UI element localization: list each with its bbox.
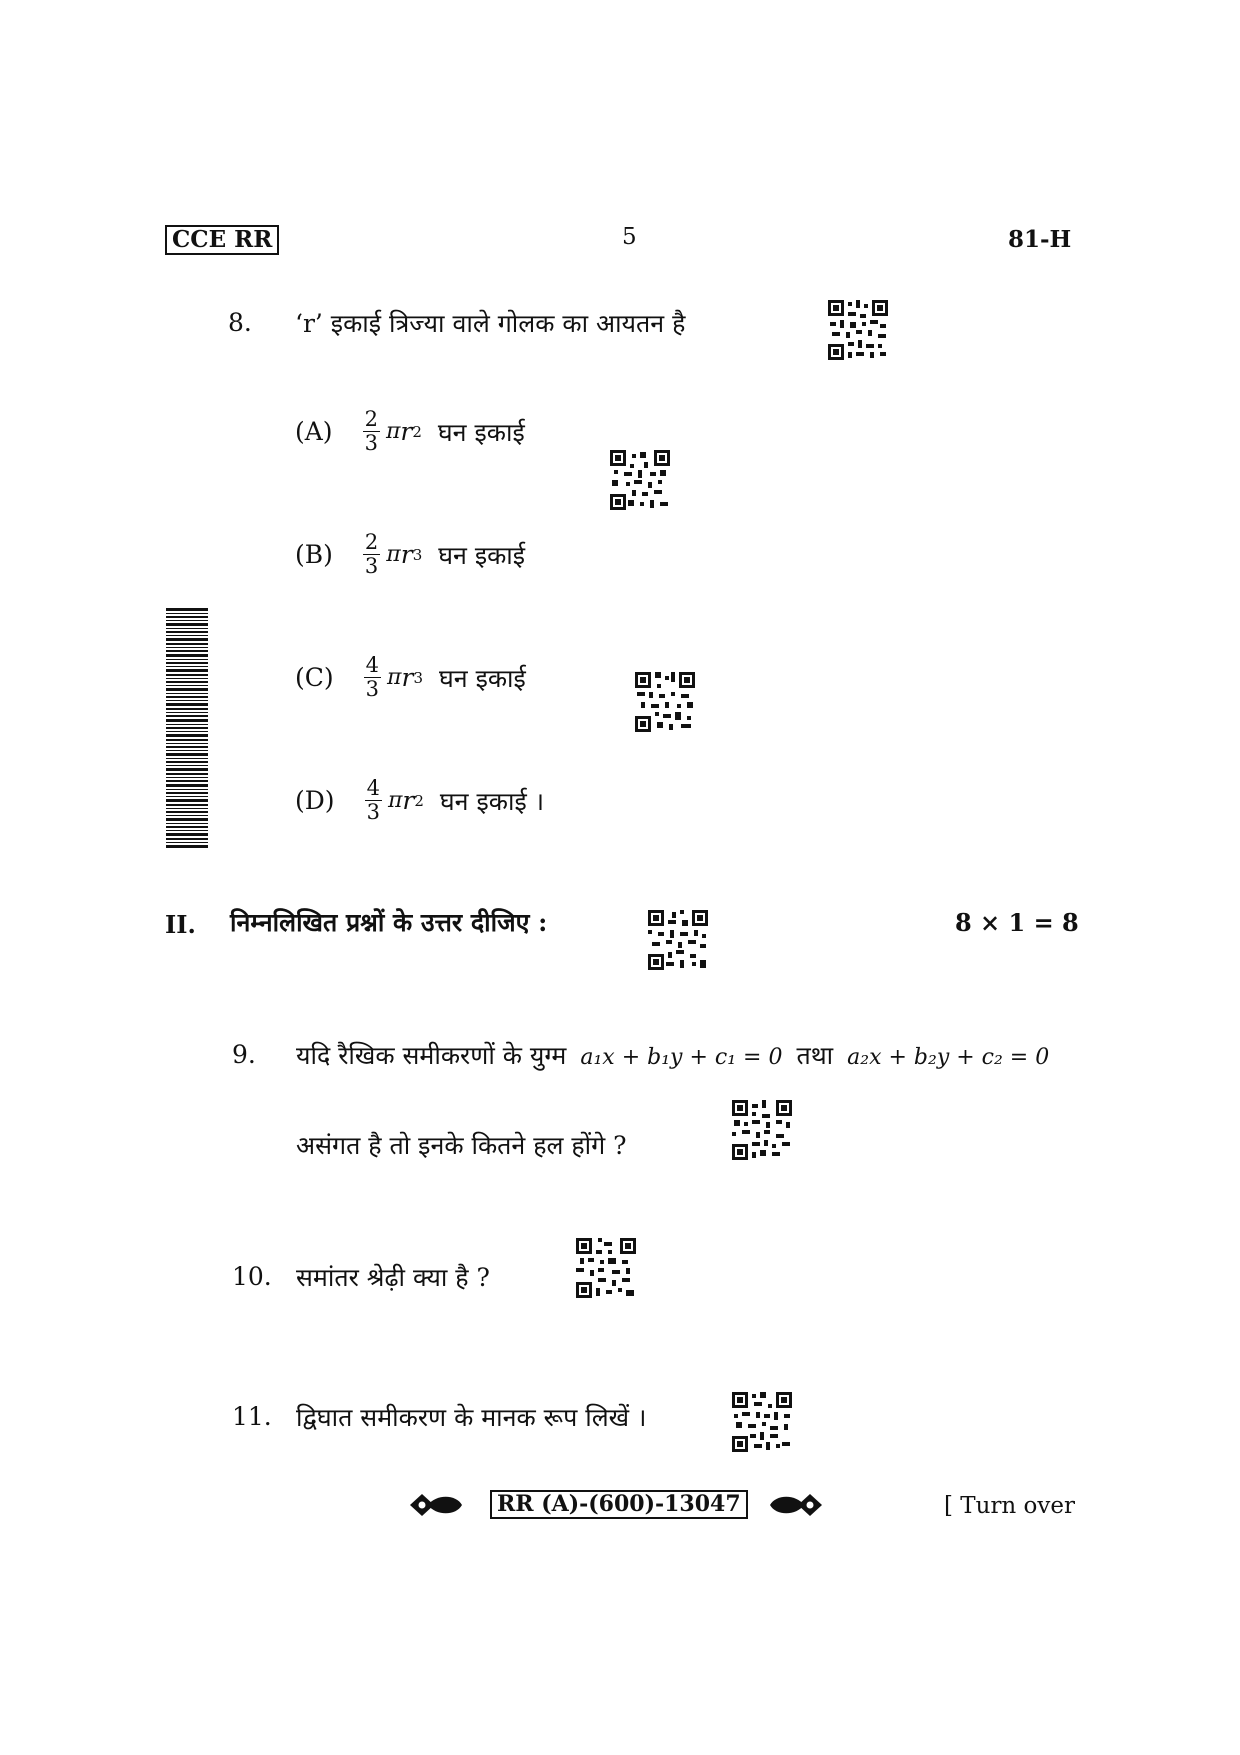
question-11-number: 11. <box>232 1402 272 1431</box>
footer-code-box: RR (A)-(600)-13047 <box>490 1490 748 1519</box>
question-11-text: द्विघात समीकरण के मानक रूप लिखें । <box>296 1403 647 1432</box>
question-9-line-1 <box>296 1038 1049 1072</box>
equation-1: a₁x + b₁y + c₁ = 0 <box>580 1045 783 1070</box>
section-marks: 8 × 1 = 8 <box>955 908 1079 937</box>
header-code-box: CCE RR <box>165 225 279 255</box>
radius-variable: r <box>402 786 415 816</box>
option-label: (B) <box>295 540 333 570</box>
fraction-numerator: 2 <box>364 530 379 554</box>
qr-code-icon <box>610 450 670 510</box>
fraction <box>363 408 380 455</box>
unit-text: घन इकाई <box>437 417 525 447</box>
turn-over-text: [ Turn over <box>944 1493 1076 1519</box>
option-a <box>295 408 525 455</box>
exponent: 2 <box>414 791 424 810</box>
option-label: (A) <box>295 417 333 447</box>
option-b <box>295 531 525 578</box>
radius-variable: r <box>400 417 413 447</box>
qr-code-icon <box>648 910 708 970</box>
qr-code-icon <box>576 1238 636 1298</box>
option-label: (C) <box>295 663 334 693</box>
unit-text: घन इकाई <box>438 540 526 570</box>
pi-symbol: π <box>387 665 402 691</box>
fraction-numerator: 4 <box>366 776 380 800</box>
exponent: 3 <box>412 545 423 564</box>
unit-text: घन इकाई । <box>439 786 545 816</box>
question-10-text: समांतर श्रेढ़ी क्या है ? <box>296 1263 490 1292</box>
qr-code-icon <box>635 672 695 732</box>
question-9-line-2: असंगत है तो इनके कितने हल होंगे ? <box>296 1131 627 1160</box>
pi-symbol: π <box>385 419 401 445</box>
fraction <box>364 654 381 701</box>
qr-code-icon <box>828 300 888 360</box>
fraction-denominator: 3 <box>365 677 380 702</box>
qr-code-icon <box>732 1100 792 1160</box>
footer-ornament-left-icon <box>408 1490 464 1520</box>
page-number: 5 <box>622 224 637 250</box>
unit-text: घन इकाई <box>438 663 526 693</box>
radius-variable: r <box>400 540 413 570</box>
question-9-text: यदि रैखिक समीकरणों के युग्म <box>296 1041 567 1070</box>
fraction <box>365 777 382 824</box>
footer-ornament-right-icon <box>768 1490 824 1520</box>
pi-symbol: π <box>386 542 401 568</box>
section-number: II. <box>165 910 196 939</box>
section-title: निम्नलिखित प्रश्नों के उत्तर दीजिए : <box>230 908 548 937</box>
fraction-numerator: 2 <box>364 407 378 431</box>
fraction-denominator: 3 <box>366 800 380 825</box>
question-8-text: ‘r’ इकाई त्रिज्या वाले गोलक का आयतन है <box>295 309 686 338</box>
fraction-denominator: 3 <box>364 431 378 456</box>
radius-variable: r <box>401 663 414 693</box>
option-c <box>295 654 526 701</box>
connector-text: तथा <box>796 1041 834 1070</box>
question-8-number: 8. <box>228 308 252 337</box>
barcode-icon <box>166 608 208 848</box>
exponent: 2 <box>412 422 422 441</box>
option-label: (D) <box>295 786 335 816</box>
pi-symbol: π <box>387 788 403 814</box>
fraction-numerator: 4 <box>365 653 380 677</box>
fraction-denominator: 3 <box>364 554 379 579</box>
qr-code-icon <box>732 1392 792 1452</box>
option-d <box>295 777 544 824</box>
question-9-number: 9. <box>232 1040 256 1069</box>
question-10-number: 10. <box>232 1262 272 1291</box>
fraction <box>363 531 380 578</box>
equation-2: a₂x + b₂y + c₂ = 0 <box>847 1045 1050 1070</box>
paper-code: 81-H <box>1008 226 1072 253</box>
exponent: 3 <box>413 668 423 687</box>
